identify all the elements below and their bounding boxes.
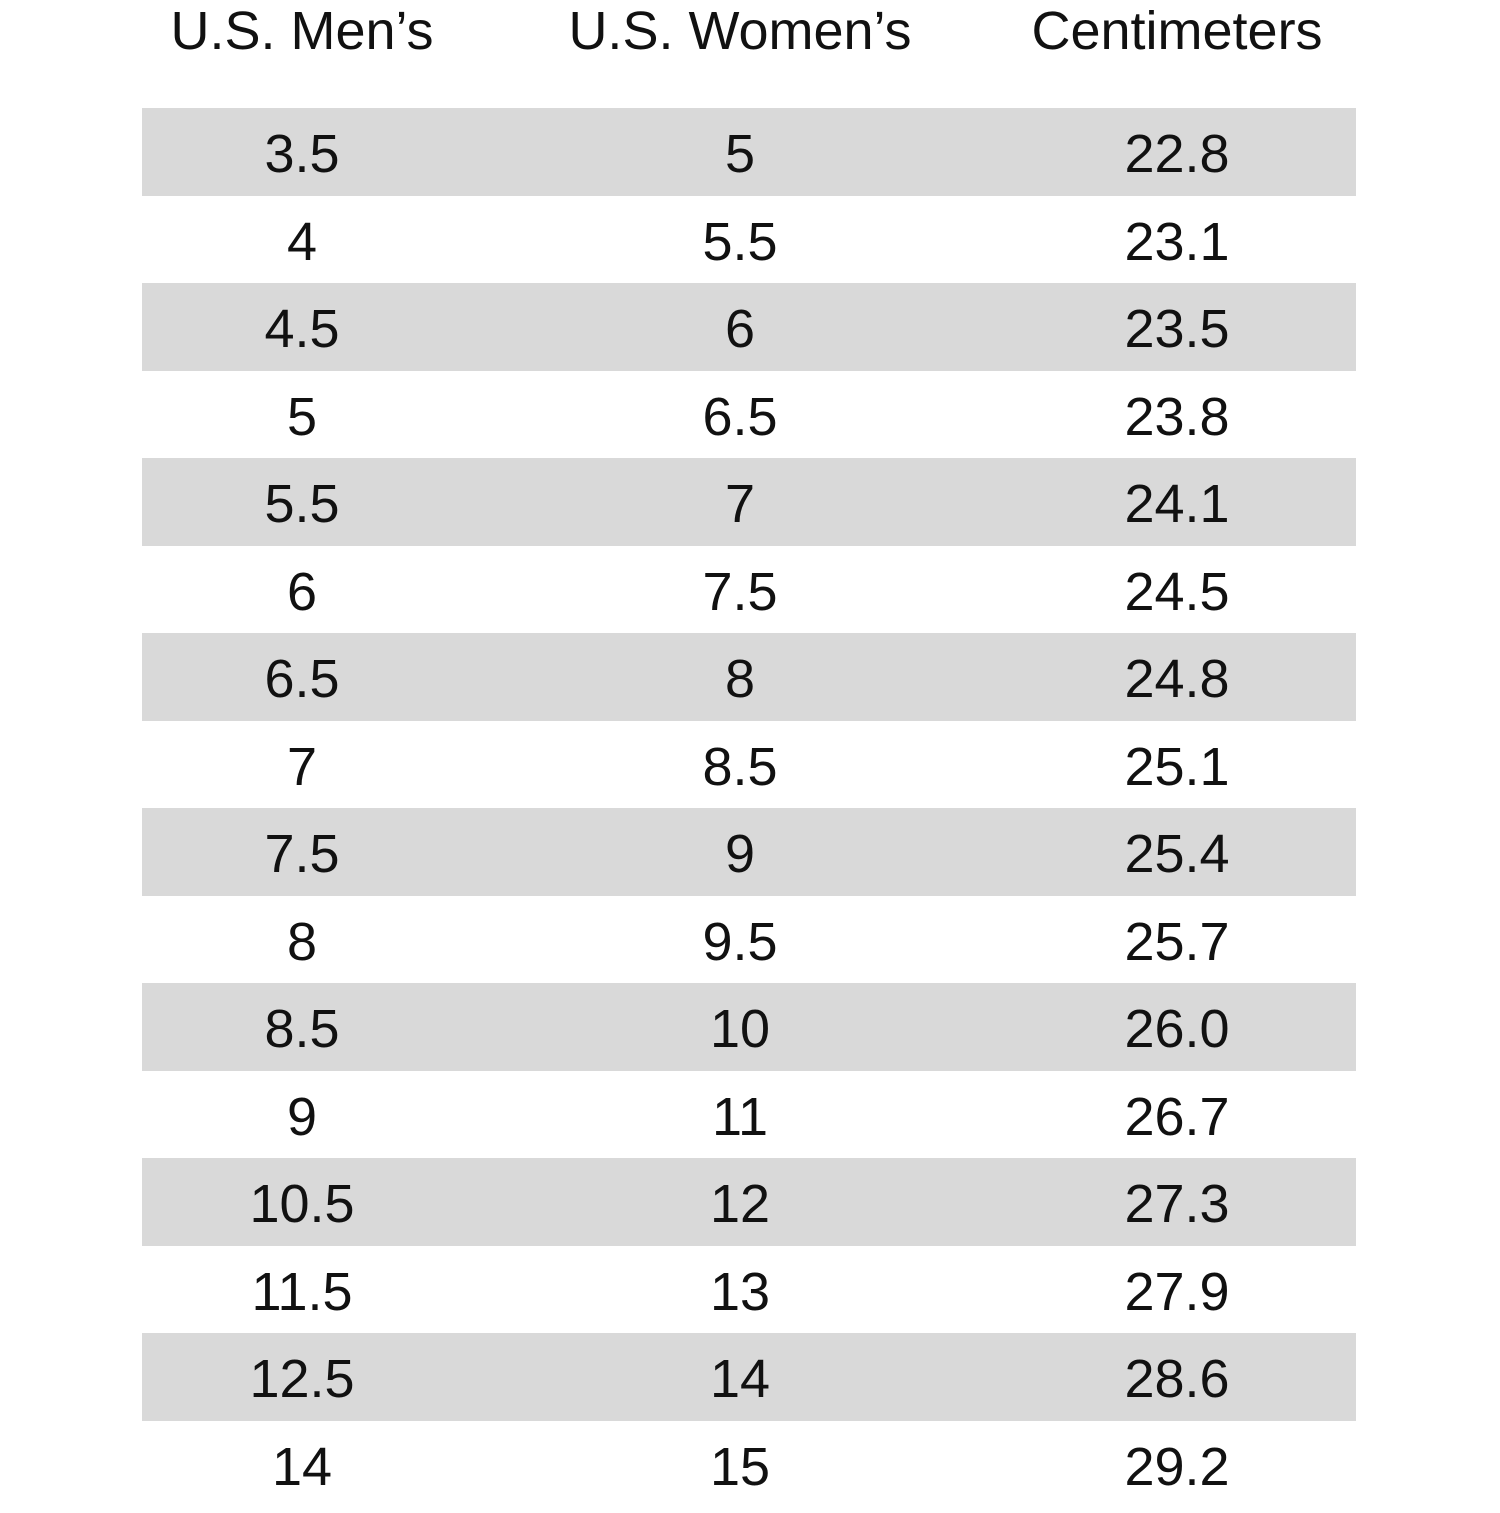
cell-centimeters: 26.7 [1124,1086,1230,1147]
cell-us-mens: 3.5 [264,124,340,184]
cell-us-womens: 12 [709,1174,771,1234]
column-header-us-womens: U.S. Women’s [568,1,912,61]
table-row [142,1421,1356,1509]
cell-us-womens: 6.5 [702,386,778,447]
cell-us-womens: 7 [724,474,756,534]
table-row [142,283,1356,371]
table-row [142,896,1356,984]
cell-us-mens: 10.5 [249,1174,355,1234]
cell-centimeters: 27.3 [1124,1174,1230,1234]
cell-us-womens: 14 [709,1349,771,1409]
cell-centimeters: 25.4 [1124,824,1230,884]
table-row [142,196,1356,284]
cell-us-womens: 13 [709,1261,771,1322]
cell-centimeters: 24.1 [1124,474,1230,534]
table-row [142,983,1356,1071]
cell-us-womens: 11 [711,1086,769,1147]
cell-us-womens: 5.5 [702,211,778,272]
cell-us-mens: 8 [286,911,318,972]
cell-centimeters: 26.0 [1124,999,1230,1059]
table-row [142,1158,1356,1246]
cell-us-mens: 7 [286,736,318,797]
table-row [142,371,1356,459]
cell-us-womens: 8.5 [702,736,778,797]
cell-centimeters: 24.5 [1124,561,1230,622]
cell-centimeters: 28.6 [1124,1349,1230,1409]
table-row [142,1071,1356,1159]
cell-us-mens: 11.5 [251,1261,353,1322]
cell-us-womens: 15 [709,1436,771,1497]
table-row [142,108,1356,196]
cell-us-mens: 14 [271,1436,333,1497]
size-chart-table [142,0,1356,1508]
cell-us-mens: 9 [286,1086,318,1147]
table-row [142,633,1356,721]
cell-centimeters: 25.1 [1124,736,1230,797]
cell-us-womens: 10 [709,999,771,1059]
cell-centimeters: 23.1 [1124,211,1230,272]
table-body [142,108,1356,1508]
cell-us-womens: 8 [724,649,756,709]
cell-us-womens: 6 [724,299,756,359]
cell-centimeters: 25.7 [1124,911,1230,972]
cell-us-womens: 5 [724,124,756,184]
cell-us-mens: 6.5 [264,649,340,709]
cell-us-womens: 7.5 [702,561,778,622]
cell-us-mens: 5.5 [264,474,340,534]
column-header-us-mens: U.S. Men’s [170,1,434,61]
cell-us-mens: 7.5 [264,824,340,884]
table-row [142,458,1356,546]
cell-centimeters: 22.8 [1124,124,1230,184]
table-row [142,546,1356,634]
table-row [142,1333,1356,1421]
cell-us-mens: 12.5 [249,1349,355,1409]
column-header-centimeters: Centimeters [1031,1,1323,61]
cell-us-mens: 5 [286,386,318,447]
table-row [142,1246,1356,1334]
table-header-row [142,0,1356,108]
cell-us-mens: 4.5 [264,299,340,359]
cell-centimeters: 24.8 [1124,649,1230,709]
table-row [142,721,1356,809]
cell-centimeters: 23.5 [1124,299,1230,359]
cell-us-womens: 9 [724,824,756,884]
cell-us-womens: 9.5 [702,911,778,972]
cell-centimeters: 29.2 [1124,1436,1230,1497]
cell-us-mens: 4 [286,211,318,272]
cell-centimeters: 23.8 [1124,386,1230,447]
cell-us-mens: 8.5 [264,999,340,1059]
cell-us-mens: 6 [286,561,318,622]
cell-centimeters: 27.9 [1124,1261,1230,1322]
table-row [142,808,1356,896]
